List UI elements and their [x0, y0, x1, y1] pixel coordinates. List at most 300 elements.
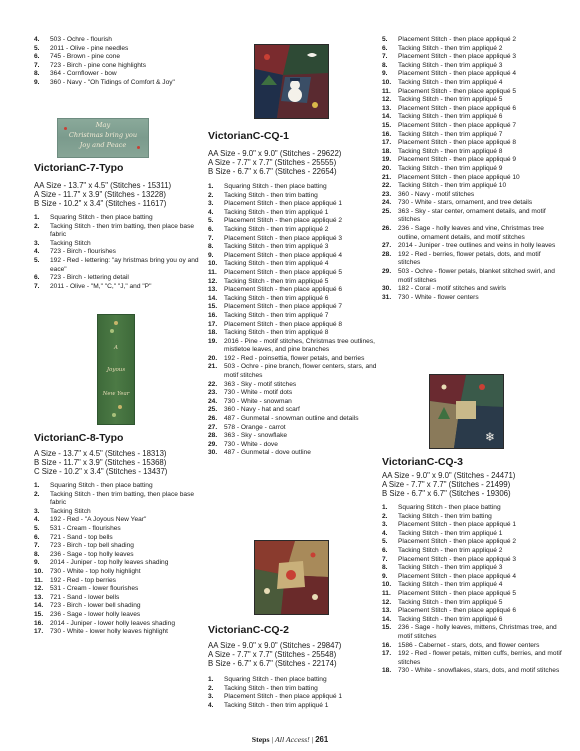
step-text: Placement Stitch - then place appliqué 9: [398, 156, 517, 164]
list-item: [208, 303, 378, 312]
step-number: 14.: [34, 602, 44, 610]
list-item: [382, 530, 562, 539]
step-number: 15.: [382, 121, 392, 129]
list-item: [208, 415, 378, 424]
step-text: Tacking Stitch - then trim appliqué 2: [398, 546, 503, 554]
step-number: 4.: [208, 208, 214, 216]
step-number: 13.: [208, 286, 218, 294]
list-item: [208, 226, 378, 235]
step-text: 236 - Sage - lower holly leaves: [50, 610, 141, 618]
list-item: [208, 243, 378, 252]
step-number: 2.: [34, 222, 40, 230]
step-number: 20.: [208, 354, 218, 362]
section-title: VictorianC-7-Typo: [34, 162, 124, 174]
list-item: [382, 599, 562, 608]
list-item: [382, 45, 562, 54]
list-item: [34, 482, 204, 491]
step-number: 12.: [34, 585, 44, 593]
step-text: 723 - Birch - lettering detail: [50, 274, 129, 282]
quilt-block-icon: [255, 45, 328, 118]
list-item: [34, 491, 204, 508]
list-item: [208, 235, 378, 244]
step-number: 20.: [382, 164, 392, 172]
step-text: Tacking Stitch - then trim batting: [398, 512, 492, 520]
step-number: 13.: [34, 593, 44, 601]
step-number: 6.: [34, 274, 40, 282]
list-item: [208, 217, 378, 226]
step-text: Squaring Stitch - then place batting: [224, 676, 327, 683]
step-number: 3.: [34, 239, 40, 247]
step-number: 18.: [208, 329, 218, 337]
victorianc-cq1-section: [208, 130, 378, 458]
step-number: 8.: [382, 61, 388, 69]
step-number: 1.: [208, 183, 214, 190]
victorianc-cq3-section: [382, 456, 562, 676]
list-item: [34, 45, 204, 54]
size-b: B Size - 10.2" x 3.4" (Stitches - 11617): [34, 199, 167, 208]
list-item: [208, 693, 378, 702]
step-text: Placement Stitch - then place appliqué 3: [398, 555, 517, 563]
step-text: 192 - Red - top berries: [50, 576, 116, 584]
step-number: 5.: [34, 44, 40, 52]
list-item: [34, 542, 204, 551]
size-aa: AA Size - 9.0" x 9.0" (Stitches - 29622): [208, 149, 342, 158]
size-c: C Size - 10.2" x 3.4" (Stitches - 13437): [34, 467, 168, 476]
list-item: [208, 295, 378, 304]
step-number: 6.: [34, 533, 40, 541]
list-item: [208, 209, 378, 218]
step-number: 24.: [208, 397, 218, 405]
step-number: 13.: [382, 607, 392, 615]
list-item: [34, 568, 204, 577]
step-number: 13.: [382, 104, 392, 112]
step-number: 30.: [208, 449, 218, 457]
list-item: [382, 208, 562, 225]
step-number: 22.: [382, 182, 392, 190]
step-text: Tacking Stitch - then trim appliqué 3: [224, 243, 329, 251]
list-item: [208, 183, 378, 192]
list-item: [208, 685, 378, 694]
footer-separator: |: [271, 735, 274, 744]
list-item: [382, 113, 562, 122]
step-text: 723 - Birch - top bell shading: [50, 542, 134, 550]
section-title: VictorianC-8-Typo: [34, 432, 124, 444]
step-text: Tacking Stitch: [50, 507, 91, 515]
victorianc-cq1-thumbnail: [254, 44, 329, 119]
step-number: 6.: [382, 44, 388, 52]
list-item: [208, 406, 378, 415]
footer-separator: |: [311, 735, 314, 744]
step-text: Tacking Stitch - then trim appliqué 4: [224, 260, 329, 268]
victorianc-8-section: [34, 432, 204, 637]
step-number: 3.: [382, 521, 388, 529]
step-number: 6.: [34, 53, 40, 61]
step-text: Placement Stitch - then place appliqué 2: [398, 36, 517, 43]
step-text: 503 - Ochre - flower petals, blanket stitched swirl, and motif stitches: [398, 268, 555, 284]
step-number: 26.: [208, 415, 218, 423]
step-number: 7.: [382, 53, 388, 61]
list-item: [382, 294, 562, 303]
step-number: 25.: [382, 207, 392, 215]
list-item: [34, 577, 204, 586]
step-text: 364 - Cornflower - bow: [50, 70, 117, 78]
bell-icon: [118, 405, 122, 409]
step-number: 7.: [34, 542, 40, 550]
list-item: [208, 441, 378, 450]
step-number: 21.: [208, 363, 218, 371]
list-item: [208, 286, 378, 295]
step-number: 28.: [382, 250, 392, 258]
step-number: 17.: [208, 320, 218, 328]
step-text: Tacking Stitch - then trim batting: [224, 191, 318, 199]
list-item: [208, 278, 378, 287]
step-text: Tacking Stitch - then trim appliqué 3: [398, 61, 503, 69]
step-text: Placement Stitch - then place appliqué 5: [224, 268, 343, 276]
thumb-line: May: [95, 121, 111, 129]
step-text: 730 - White - snowman: [224, 397, 292, 405]
list-item: [34, 53, 204, 62]
list-item: [34, 257, 204, 274]
list-item: [382, 165, 562, 174]
step-text: 236 - Sage - top holly leaves: [50, 550, 134, 558]
step-text: 531 - Cream - lower flourishes: [50, 585, 139, 593]
step-text: 531 - Cream - flourishes: [50, 524, 121, 532]
step-number: 19.: [382, 156, 392, 164]
size-a: A Size - 7.7" x 7.7" (Stitches - 25548): [208, 650, 337, 659]
page-number: 261: [315, 735, 329, 744]
list-item: [34, 559, 204, 568]
list-item: [34, 62, 204, 71]
list-item: [34, 70, 204, 79]
victorianc-7-section: [34, 162, 204, 291]
step-text: Tacking Stitch - then trim appliqué 6: [398, 113, 503, 121]
step-text: Placement Stitch - then place appliqué 6: [398, 104, 517, 112]
step-number: 23.: [208, 389, 218, 397]
size-a: A Size - 11.7" x 3.9" (Stitches - 13228): [34, 190, 166, 199]
step-text: 730 - White - top holly highlight: [50, 567, 141, 575]
list-item: [208, 252, 378, 261]
size-a: A Size - 7.7" x 7.7" (Stitches - 21499): [382, 480, 511, 489]
list-item: [34, 283, 204, 292]
size-b: B Size - 6.7" x 6.7" (Stitches - 19306): [382, 489, 511, 498]
step-text: Placement Stitch - then place appliqué 4: [398, 572, 517, 580]
step-number: 1.: [34, 482, 40, 489]
list-item: [208, 329, 378, 338]
step-number: 16.: [382, 130, 392, 138]
step-text: Squaring Stitch - then place batting: [50, 482, 153, 489]
step-number: 12.: [382, 598, 392, 606]
section-title: VictorianC-CQ-3: [382, 456, 463, 468]
step-number: 6.: [208, 225, 214, 233]
victorianc-cq3-thumbnail: [429, 374, 504, 449]
list-item: [34, 240, 204, 249]
victorianc-cq2-section: [208, 624, 378, 710]
step-number: 29.: [208, 440, 218, 448]
list-item: [382, 199, 562, 208]
step-number: 8.: [34, 70, 40, 78]
step-text: Tacking Stitch - then trim batting, then place base fabric: [50, 490, 195, 507]
step-number: 10.: [208, 260, 218, 268]
step-text: 730 - White - snowflakes, stars, dots, and motif stitches: [398, 667, 560, 675]
step-text: Tacking Stitch - then trim appliqué 5: [398, 96, 503, 104]
step-number: 3.: [208, 693, 214, 701]
list-item: [34, 525, 204, 534]
step-number: 8.: [382, 564, 388, 572]
step-number: 11.: [208, 268, 217, 276]
page-footer: [0, 735, 580, 744]
list-item: [208, 389, 378, 398]
step-number: 3.: [34, 507, 40, 515]
list-item: [382, 53, 562, 62]
step-text: Tacking Stitch - then trim appliqué 1: [224, 208, 329, 216]
step-number: 11.: [34, 576, 43, 584]
step-text: 192 - Red - berries, flower petals, dots, and motif stitches: [398, 250, 541, 267]
list-item: [208, 432, 378, 441]
step-text: Placement Stitch - then place appliqué 4: [398, 70, 517, 78]
step-text: Tacking Stitch - then trim appliqué 8: [224, 329, 329, 337]
list-item: [382, 521, 562, 530]
step-number: 17.: [382, 139, 392, 147]
step-text: Placement Stitch - then place appliqué 7: [398, 121, 517, 129]
step-number: 18.: [382, 667, 392, 675]
list-item: [34, 534, 204, 543]
list-item: [382, 174, 562, 183]
step-number: 11.: [382, 589, 391, 597]
step-text: Tacking Stitch - then trim appliqué 3: [398, 564, 503, 572]
step-text: 192 - Red - flower petals, mitten cuffs, berries, and motif stitches: [398, 650, 562, 666]
step-text: Tacking Stitch - then trim appliqué 7: [224, 311, 329, 319]
step-text: Tacking Stitch - then trim appliqué 5: [398, 598, 503, 606]
list-item: [208, 702, 378, 711]
step-text: 360 - Navy - hat and scarf: [224, 406, 300, 414]
section-title: VictorianC-CQ-2: [208, 624, 289, 636]
step-text: 2014 - Juniper - top holly leaves shading: [50, 559, 169, 567]
list-item: [382, 225, 562, 242]
step-text: Tacking Stitch - then trim appliqué 9: [398, 164, 503, 172]
step-number: 15.: [208, 303, 218, 311]
steps-list: [382, 504, 562, 676]
list-item: [208, 338, 378, 355]
list-item: [34, 274, 204, 283]
step-text: 360 - Navy - motif stitches: [398, 190, 475, 198]
step-number: 9.: [208, 251, 214, 259]
step-text: Placement Stitch - then place appliqué 1: [398, 521, 517, 529]
step-text: Placement Stitch - then place appliqué 2: [224, 217, 343, 225]
step-number: 9.: [34, 559, 40, 567]
victorianc-8-thumbnail: [97, 314, 135, 425]
step-number: 16.: [382, 641, 392, 649]
step-number: 22.: [208, 380, 218, 388]
step-text: Tacking Stitch - then trim appliqué 5: [224, 277, 329, 285]
step-number: 27.: [382, 242, 392, 250]
top-list-col3: [382, 36, 562, 302]
step-number: 10.: [382, 581, 392, 589]
step-text: Tacking Stitch: [50, 239, 91, 247]
step-number: 6.: [382, 546, 388, 554]
size-aa: AA Size - 9.0" x 9.0" (Stitches - 29847): [208, 641, 342, 650]
step-number: 4.: [34, 36, 40, 43]
step-number: 24.: [382, 199, 392, 207]
list-item: [34, 620, 204, 629]
size-b: B Size - 6.7" x 6.7" (Stitches - 22654): [208, 167, 337, 176]
step-text: 730 - White - stars, ornament, and tree details: [398, 199, 533, 207]
step-text: 487 - Gunmetal - dove outline: [224, 449, 311, 457]
step-text: 363 - Sky - star center, ornament details, and motif stitches: [398, 207, 546, 224]
step-number: 2.: [208, 191, 214, 199]
step-text: Placement Stitch - then place appliqué 5: [398, 589, 517, 597]
step-number: 5.: [382, 36, 388, 43]
step-text: 192 - Red - "A Joyous New Year": [50, 516, 147, 524]
step-text: Placement Stitch - then place appliqué 2: [398, 538, 517, 546]
step-number: 1.: [208, 676, 214, 683]
list-item: [34, 248, 204, 257]
step-number: 21.: [382, 173, 392, 181]
list-item: [208, 381, 378, 390]
step-text: Tacking Stitch - then trim appliqué 4: [398, 78, 503, 86]
step-number: 3.: [208, 200, 214, 208]
step-number: 17.: [382, 650, 392, 658]
step-number: 15.: [34, 610, 44, 618]
step-text: 2011 - Olive - pine needles: [50, 44, 129, 52]
step-number: 9.: [382, 70, 388, 78]
size-b: B Size - 6.7" x 6.7" (Stitches - 22174): [208, 659, 337, 668]
list-item: [382, 105, 562, 114]
step-text: Tacking Stitch - then trim appliqué 7: [398, 130, 503, 138]
list-item: [382, 650, 562, 667]
list-item: [382, 573, 562, 582]
step-text: Placement Stitch - then place appliqué 7: [224, 303, 343, 311]
step-text: Tacking Stitch - then trim appliqué 2: [224, 225, 329, 233]
step-text: Placement Stitch - then place appliqué 1: [224, 200, 343, 208]
step-number: 9.: [34, 78, 40, 86]
step-number: 1.: [382, 504, 388, 511]
step-number: 4.: [208, 701, 214, 709]
list-item: [34, 611, 204, 620]
steps-list: [208, 676, 378, 710]
step-number: 4.: [382, 529, 388, 537]
size-a: A Size - 7.7" x 7.7" (Stitches - 25555): [208, 158, 337, 167]
holly-leaf-icon: [110, 329, 114, 333]
thumb-line: Christmas bring you: [68, 131, 138, 139]
step-number: 7.: [34, 61, 40, 69]
list-item: [382, 242, 562, 251]
step-text: Placement Stitch - then place appliqué 6: [398, 607, 517, 615]
step-number: 5.: [34, 256, 40, 264]
step-text: 1586 - Cabernet - stars, dots, and flower centers: [398, 641, 540, 649]
step-text: Squaring Stitch - then place batting: [224, 183, 327, 190]
step-number: 9.: [382, 572, 388, 580]
list-item: [382, 182, 562, 191]
list-item: [382, 268, 562, 285]
footer-all-access: All Access!: [275, 735, 310, 744]
step-text: 363 - Sky - snowflake: [224, 432, 288, 440]
list-item: [382, 139, 562, 148]
list-item: [34, 602, 204, 611]
step-number: 27.: [208, 423, 218, 431]
step-text: Placement Stitch - then place appliqué 8: [398, 139, 517, 147]
step-number: 8.: [208, 243, 214, 251]
bell-icon: [114, 321, 118, 325]
list-item: [382, 131, 562, 140]
step-number: 12.: [382, 96, 392, 104]
list-item: [382, 191, 562, 200]
list-item: [34, 36, 204, 45]
list-item: [34, 551, 204, 560]
step-text: Tacking Stitch - then trim appliqué 1: [398, 529, 503, 537]
list-item: [208, 676, 378, 685]
step-text: Placement Stitch - then place appliqué 6: [224, 286, 343, 294]
list-item: [208, 200, 378, 209]
step-number: 1.: [34, 214, 40, 221]
step-number: 25.: [208, 406, 218, 414]
list-item: [208, 355, 378, 364]
step-text: 730 - White - dove: [224, 440, 278, 448]
list-item: [382, 70, 562, 79]
step-text: Tacking Stitch - then trim appliqué 6: [224, 294, 329, 302]
step-number: 10.: [34, 567, 44, 575]
step-number: 14.: [382, 615, 392, 623]
step-text: 721 - Sand - lower bells: [50, 593, 120, 601]
step-text: Placement Stitch - then place appliqué 5: [398, 87, 517, 95]
steps-list: [34, 214, 204, 291]
step-number: 7.: [34, 282, 40, 290]
holly-leaf-icon: [112, 413, 116, 417]
step-text: 2016 - Pine - motif stitches, Christmas tree outlines, mistletoe leaves, and pine branches: [224, 337, 375, 354]
list-item: [382, 513, 562, 522]
step-text: 236 - Sage - holly leaves and vine, Christmas tree outline, ornament details, and motif stitches: [398, 225, 544, 241]
step-text: 2014 - Juniper - lower holly leaves shading: [50, 619, 175, 627]
list-item: [208, 398, 378, 407]
step-number: 7.: [382, 555, 388, 563]
step-number: 28.: [208, 432, 218, 440]
footer-steps: Steps: [251, 735, 270, 744]
step-number: 12.: [208, 277, 218, 285]
step-number: 31.: [382, 293, 392, 301]
step-text: 236 - Sage - holly leaves, mittens, Christmas tree, and motif stitches: [398, 624, 557, 640]
step-text: 192 - Red - poinsettia, flower petals, and berries: [224, 354, 365, 362]
step-number: 4.: [34, 516, 40, 524]
step-number: 2.: [208, 684, 214, 692]
step-number: 2.: [34, 490, 40, 498]
list-item: [382, 285, 562, 294]
list-item: [382, 122, 562, 131]
list-item: [382, 607, 562, 616]
step-text: Placement Stitch - then place appliqué 3: [398, 53, 517, 61]
step-text: 721 - Sand - top bells: [50, 533, 113, 541]
list-item: [34, 594, 204, 603]
step-number: 30.: [382, 285, 392, 293]
step-text: 730 - White - motif dots: [224, 389, 293, 397]
list-item: [382, 504, 562, 513]
step-number: 19.: [208, 337, 218, 345]
step-number: 17.: [34, 628, 44, 636]
list-item: [34, 223, 204, 240]
step-text: Tacking Stitch - then trim appliqué 2: [398, 44, 503, 52]
list-item: [382, 62, 562, 71]
list-item: [382, 538, 562, 547]
steps-list: [34, 482, 204, 637]
list-item: [382, 96, 562, 105]
step-text: 192 - Red - lettering: "ay hristmas bring you oy and eace": [50, 256, 199, 273]
list-item: [34, 214, 204, 223]
victorianc-7-thumbnail: [57, 118, 149, 158]
list-item: [208, 321, 378, 330]
list-item: [34, 79, 204, 88]
list-item: [382, 624, 562, 641]
step-number: 5.: [208, 217, 214, 225]
list-item: [208, 269, 378, 278]
list-item: [382, 667, 562, 676]
